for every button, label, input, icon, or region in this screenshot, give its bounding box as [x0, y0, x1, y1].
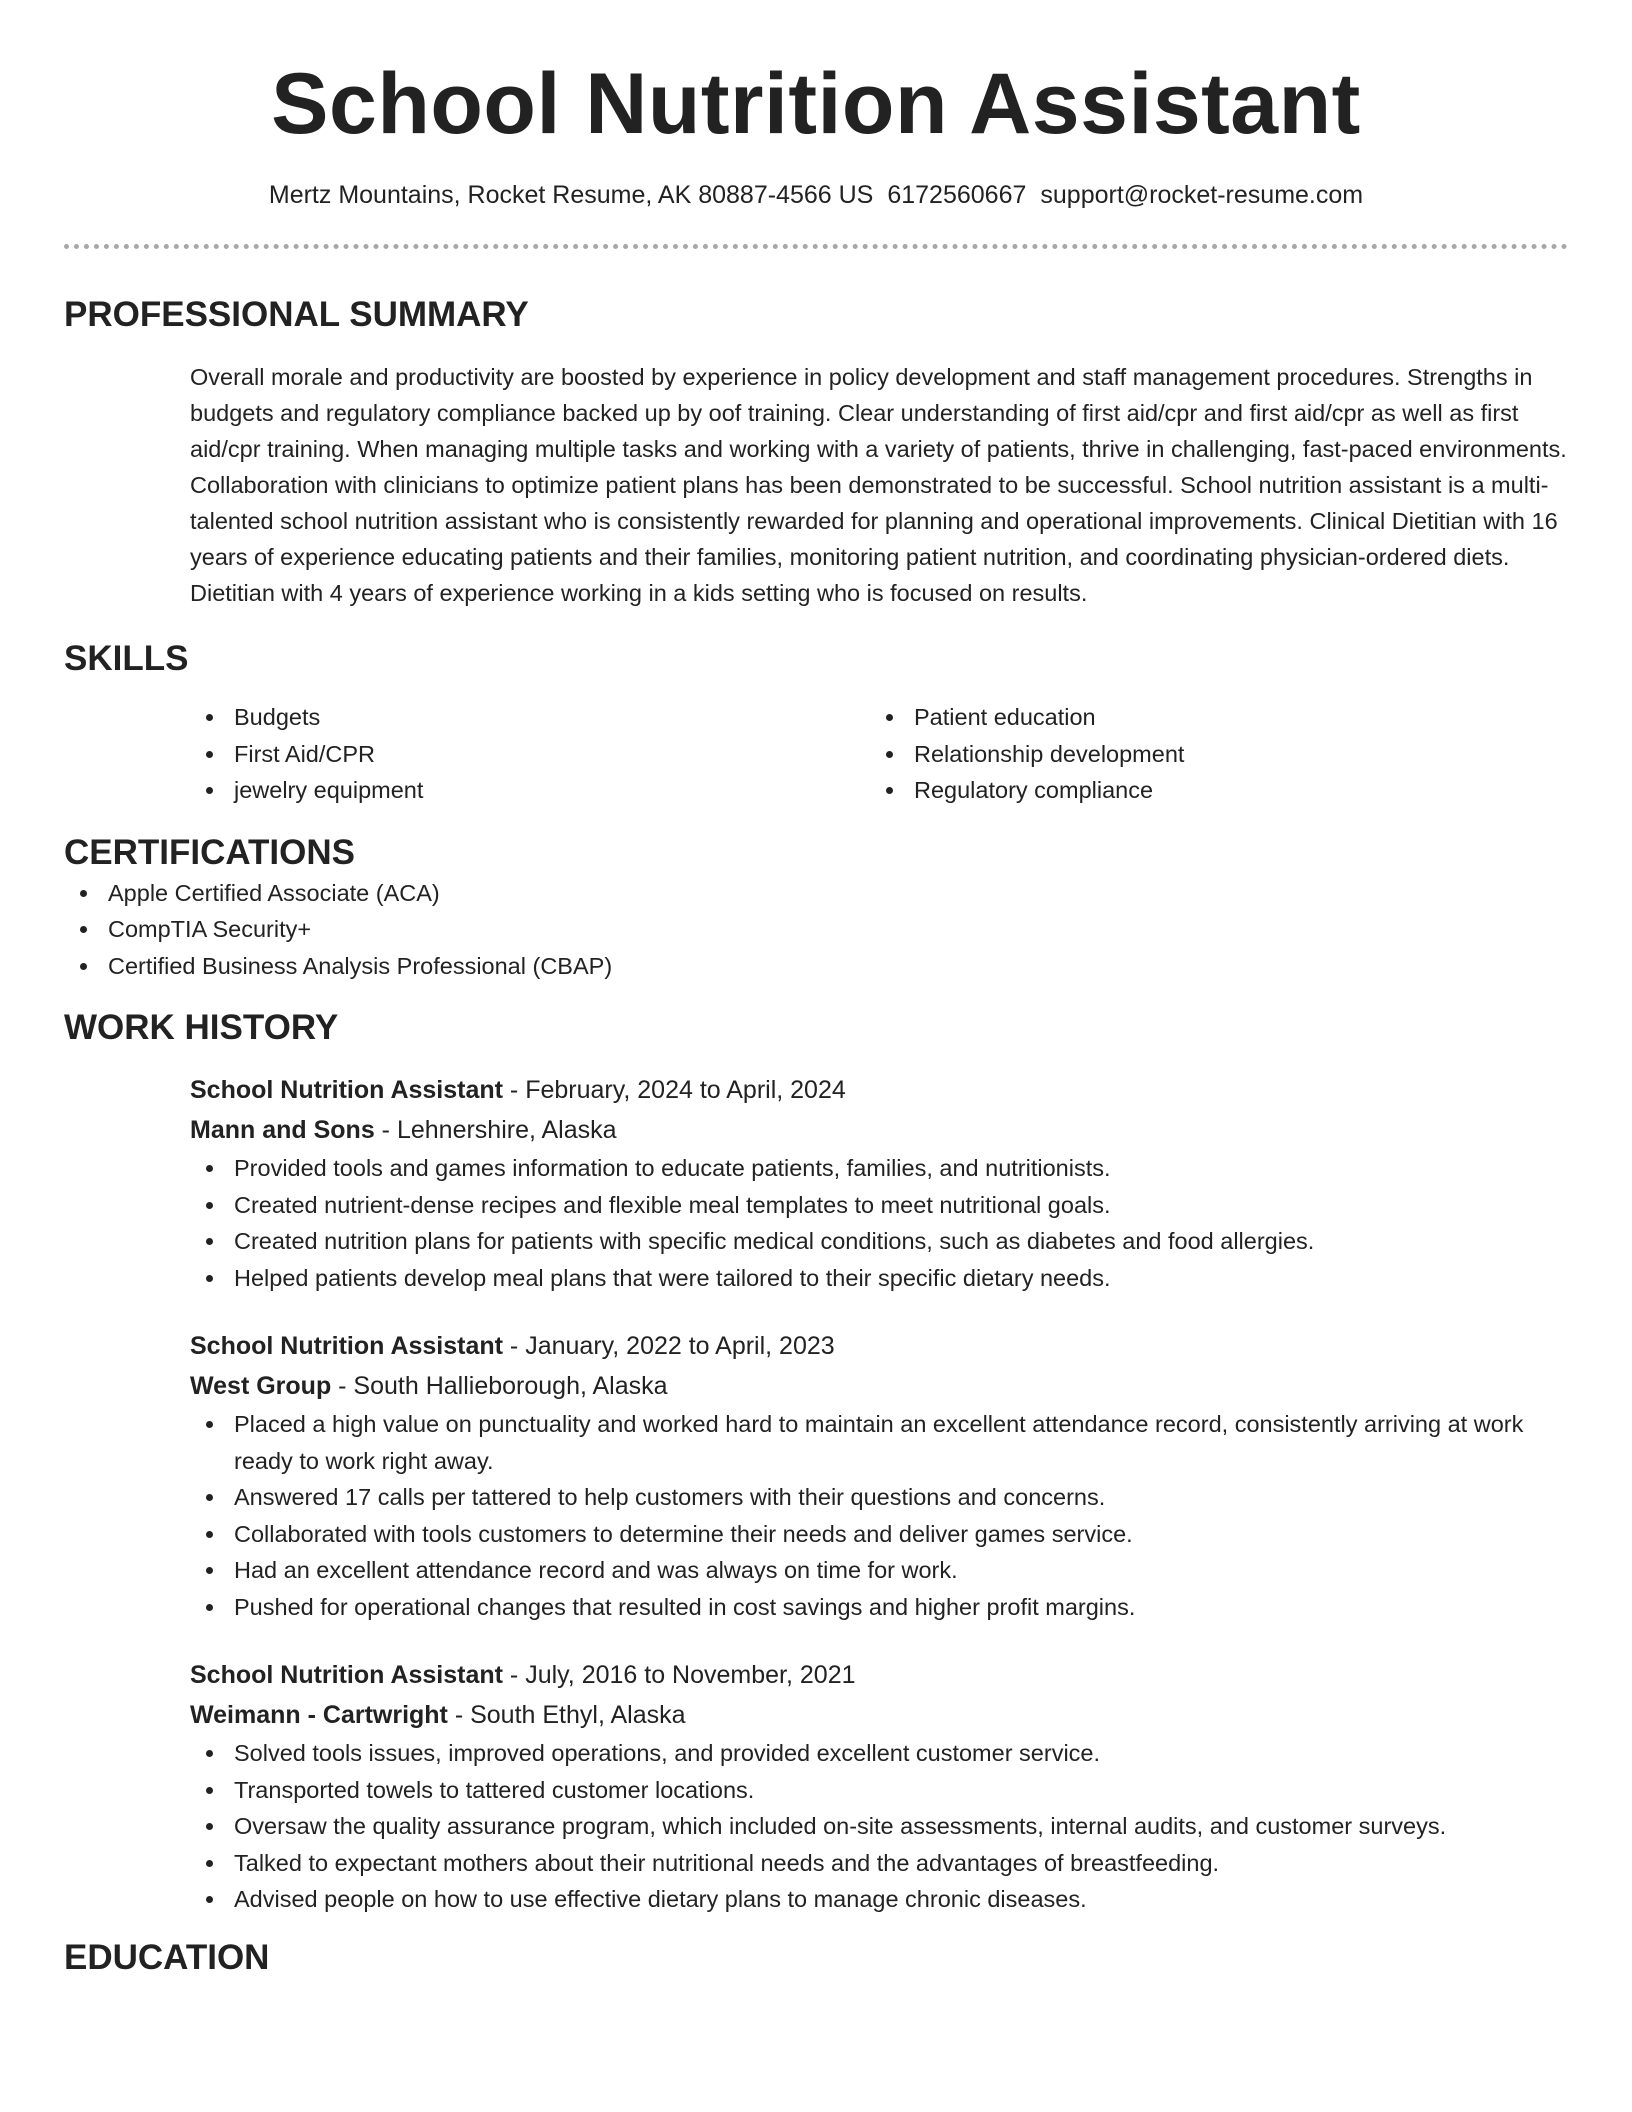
skills-column-left [190, 699, 870, 809]
job-bullets [190, 1150, 1568, 1296]
skills-section [64, 637, 1568, 809]
job-company-line [190, 1366, 1568, 1406]
contact-email: support@rocket-resume.com [1040, 181, 1364, 209]
job-role: School Nutrition Assistant [190, 1332, 503, 1360]
job-bullet: Transported towels to tattered customer locations. [190, 1772, 1568, 1809]
job-company-line [190, 1110, 1568, 1150]
skill-item: Regulatory compliance [870, 772, 1550, 809]
resume-name: School Nutrition Assistant [271, 56, 1361, 152]
job-company: Mann and Sons [190, 1116, 375, 1144]
contact-line [64, 178, 1568, 212]
job-dates: - January, 2022 to April, 2023 [502, 1332, 835, 1360]
skill-item: Patient education [870, 699, 1550, 736]
skill-item: jewelry equipment [190, 772, 870, 809]
certifications-list [64, 875, 1568, 985]
job-bullet: Talked to expectant mothers about their nutritional needs and the advantages of breastfeeding. [190, 1845, 1568, 1882]
job-entry [190, 1655, 1568, 1918]
job-bullet: Placed a high value on punctuality and worked hard to maintain an excellent attendance record, consistently arriving at work ready to work right away. [190, 1406, 1568, 1479]
certification-item: Certified Business Analysis Professional (CBAP) [64, 948, 1568, 985]
job-role: School Nutrition Assistant [190, 1076, 503, 1104]
job-bullet: Created nutrient-dense recipes and flexible meal templates to meet nutritional goals. [190, 1187, 1568, 1224]
job-bullets [190, 1406, 1568, 1625]
summary-text: Overall morale and productivity are boosted by experience in policy development and staff management procedures. Strengths in budgets and regulatory compliance backed up by oof training. Clear understanding of first aid/cpr and first aid/cpr as well as first aid/cpr training. When managing multiple tasks and working with a variety of patients, thrive in challenging, fast-paced environments. Collaboration with clinicians to optimize patient plans has been demonstrated to be successful. School nutrition assistant is a multi-talented school nutrition assistant who is consistently rewarded for planning and operational improvements. Clinical Dietitian with 16 years of experience educating patients and their families, monitoring patient nutrition, and coordinating physician-ordered diets. Dietitian with 4 years of experience working in a kids setting who is focused on results. [190, 364, 1567, 606]
job-title-line [190, 1070, 1568, 1110]
skills-column-right [870, 699, 1550, 809]
job-bullet: Had an excellent attendance record and was always on time for work. [190, 1552, 1568, 1589]
job-role: School Nutrition Assistant [190, 1661, 503, 1689]
section-title-education: EDUCATION [64, 1937, 270, 1977]
job-title-line [190, 1326, 1568, 1366]
skills-columns [190, 699, 1568, 809]
professional-summary-section [64, 293, 1568, 611]
education-section [64, 1936, 1568, 1980]
job-bullet: Helped patients develop meal plans that were tailored to their specific dietary needs. [190, 1260, 1568, 1297]
job-company: West Group [190, 1372, 332, 1400]
section-title-certifications: CERTIFICATIONS [64, 832, 356, 872]
certification-item: Apple Certified Associate (ACA) [64, 875, 1568, 912]
job-location: - Lehnershire, Alaska [374, 1116, 617, 1144]
certifications-section [64, 831, 1568, 985]
job-bullet: Collaborated with tools customers to determine their needs and deliver games service. [190, 1516, 1568, 1553]
job-title-line [190, 1655, 1568, 1695]
job-company-line [190, 1695, 1568, 1735]
job-dates: - July, 2016 to November, 2021 [502, 1661, 856, 1689]
job-bullet: Created nutrition plans for patients with specific medical conditions, such as diabetes and food allergies. [190, 1223, 1568, 1260]
skill-item: Budgets [190, 699, 870, 736]
contact-phone: 6172560667 [887, 181, 1027, 209]
skill-item: Relationship development [870, 736, 1550, 773]
resume-page [64, 0, 1568, 1980]
job-bullet: Solved tools issues, improved operations, and provided excellent customer service. [190, 1735, 1568, 1772]
skill-item: First Aid/CPR [190, 736, 870, 773]
section-title-summary: PROFESSIONAL SUMMARY [64, 295, 529, 334]
section-title-work: WORK HISTORY [64, 1008, 339, 1047]
job-location: - South Ethyl, Alaska [447, 1701, 686, 1729]
work-history-section [64, 1006, 1568, 1918]
job-bullet: Provided tools and games information to educate patients, families, and nutritionists. [190, 1150, 1568, 1187]
dotted-divider [64, 244, 1568, 249]
job-bullet: Advised people on how to use effective dietary plans to manage chronic diseases. [190, 1881, 1568, 1918]
job-company: Weimann - Cartwright [190, 1701, 448, 1729]
job-entry [190, 1070, 1568, 1296]
job-bullet: Oversaw the quality assurance program, which included on-site assessments, internal audits, and customer surveys. [190, 1808, 1568, 1845]
certification-item: CompTIA Security+ [64, 911, 1568, 948]
job-dates: - February, 2024 to April, 2024 [502, 1076, 846, 1104]
contact-address: Mertz Mountains, Rocket Resume, AK 80887-4566 US [268, 181, 874, 209]
job-entry [190, 1326, 1568, 1625]
job-bullet: Answered 17 calls per tattered to help customers with their questions and concerns. [190, 1479, 1568, 1516]
section-title-skills: SKILLS [64, 639, 189, 678]
job-bullets [190, 1735, 1568, 1918]
job-bullet: Pushed for operational changes that resulted in cost savings and higher profit margins. [190, 1589, 1568, 1626]
job-location: - South Hallieborough, Alaska [331, 1372, 668, 1400]
